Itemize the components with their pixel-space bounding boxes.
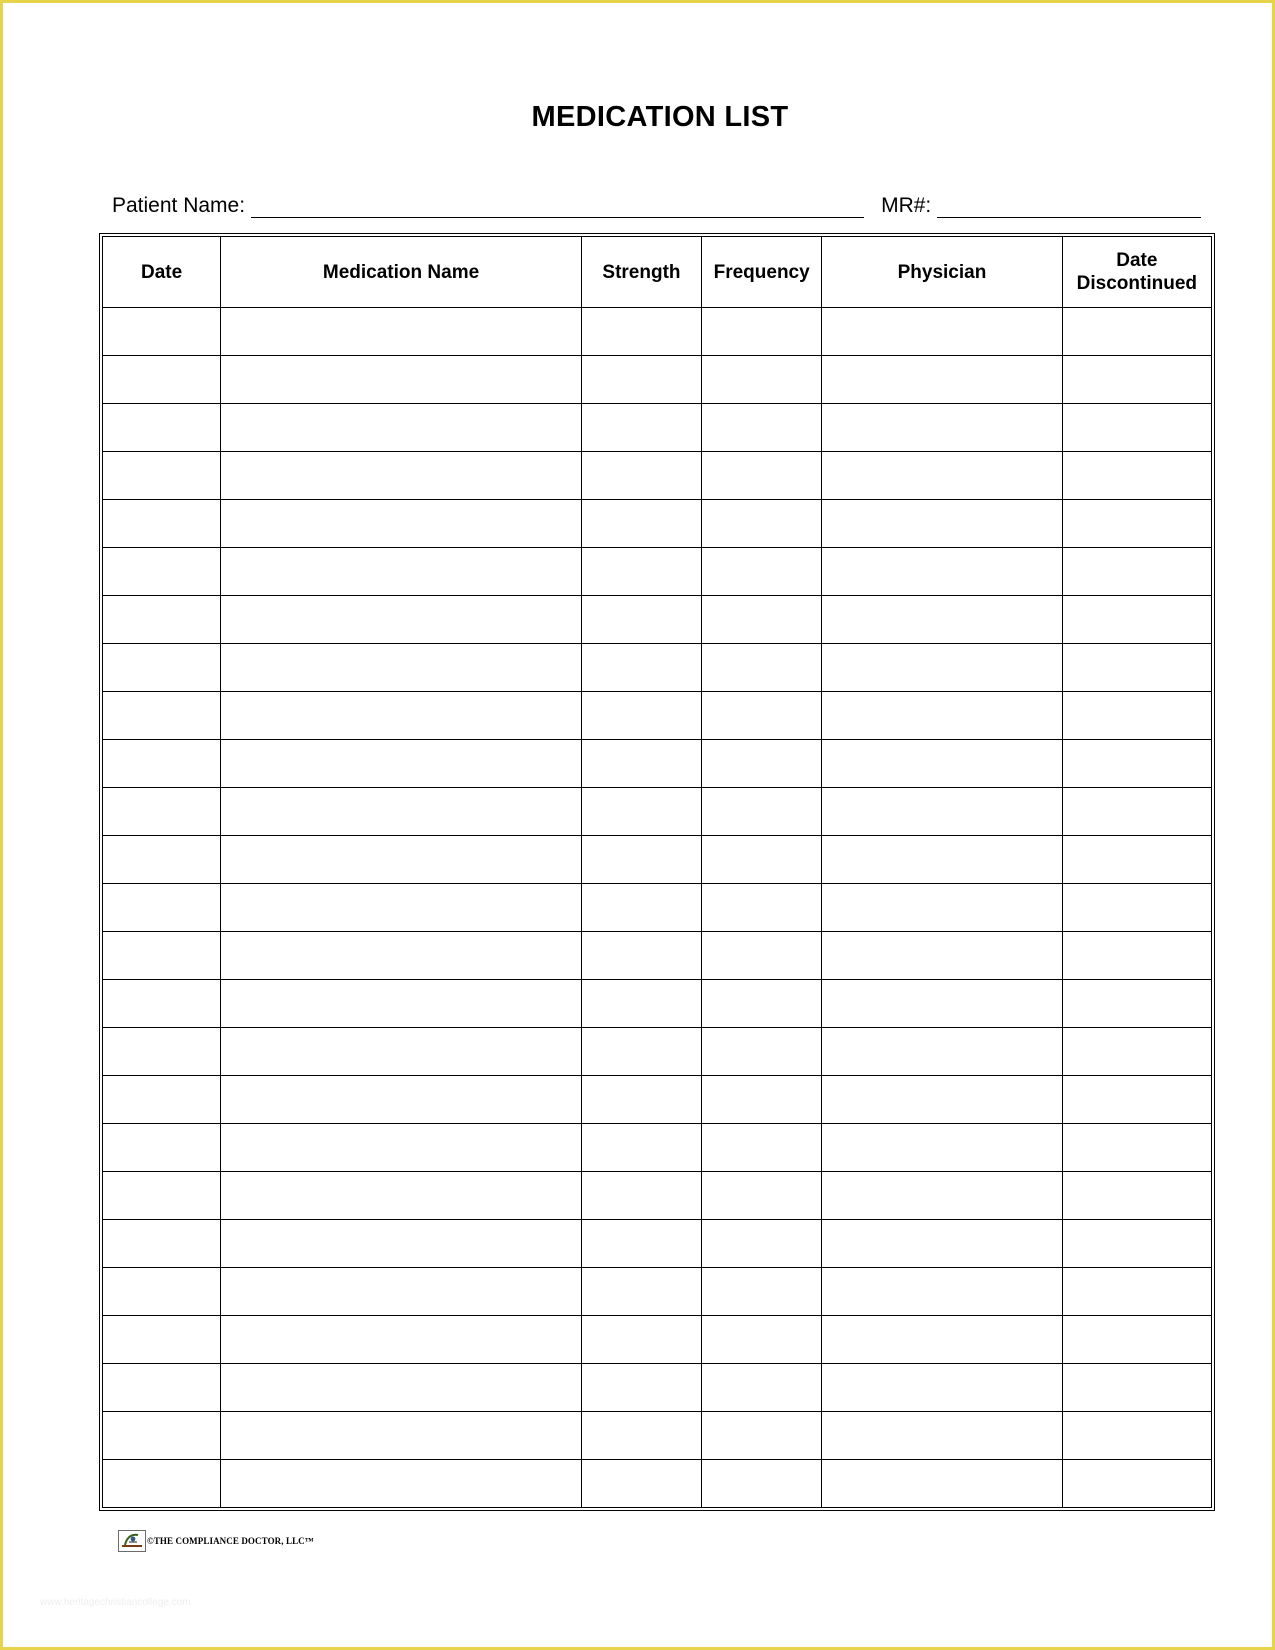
- table-cell[interactable]: [581, 356, 701, 404]
- column-header-physician: Physician: [822, 237, 1062, 308]
- table-cell[interactable]: [221, 884, 582, 932]
- table-cell[interactable]: [221, 596, 582, 644]
- table-cell[interactable]: [581, 1124, 701, 1172]
- table-cell[interactable]: [581, 1460, 701, 1508]
- table-cell[interactable]: [1062, 1124, 1211, 1172]
- table-row: [103, 308, 1212, 356]
- table-cell[interactable]: [702, 836, 822, 884]
- table-cell[interactable]: [702, 1076, 822, 1124]
- table-cell[interactable]: [702, 692, 822, 740]
- table-cell[interactable]: [1062, 980, 1211, 1028]
- table-cell[interactable]: [581, 788, 701, 836]
- table-row: [103, 644, 1212, 692]
- table-cell[interactable]: [221, 1268, 582, 1316]
- table-cell[interactable]: [103, 452, 221, 500]
- table-cell[interactable]: [103, 836, 221, 884]
- table-cell[interactable]: [103, 1316, 221, 1364]
- table-cell[interactable]: [1062, 308, 1211, 356]
- table-cell[interactable]: [702, 1124, 822, 1172]
- table-cell[interactable]: [822, 1316, 1062, 1364]
- table-cell[interactable]: [221, 500, 582, 548]
- table-cell[interactable]: [822, 1220, 1062, 1268]
- table-cell[interactable]: [221, 1172, 582, 1220]
- table-cell[interactable]: [103, 644, 221, 692]
- table-cell[interactable]: [103, 884, 221, 932]
- table-cell[interactable]: [702, 740, 822, 788]
- table-cell[interactable]: [822, 1076, 1062, 1124]
- mr-number-label: MR#:: [881, 194, 932, 217]
- table-cell[interactable]: [581, 452, 701, 500]
- patient-info-line: [112, 194, 1201, 218]
- table-cell[interactable]: [822, 1268, 1062, 1316]
- table-cell[interactable]: [581, 500, 701, 548]
- table-row: [103, 356, 1212, 404]
- table-row: [103, 1220, 1212, 1268]
- table-cell[interactable]: [103, 308, 221, 356]
- table-cell[interactable]: [822, 788, 1062, 836]
- table-cell[interactable]: [581, 692, 701, 740]
- table-row: [103, 1124, 1212, 1172]
- table-cell[interactable]: [822, 308, 1062, 356]
- table-cell[interactable]: [822, 548, 1062, 596]
- table-cell[interactable]: [103, 788, 221, 836]
- table-cell[interactable]: [103, 500, 221, 548]
- table-cell[interactable]: [581, 740, 701, 788]
- table-cell[interactable]: [221, 1412, 582, 1460]
- table-cell[interactable]: [702, 1316, 822, 1364]
- table-cell[interactable]: [702, 932, 822, 980]
- table-cell[interactable]: [221, 1028, 582, 1076]
- table-cell[interactable]: [822, 596, 1062, 644]
- table-cell[interactable]: [103, 740, 221, 788]
- column-header-date-discontinued: Date Discontinued: [1062, 237, 1211, 308]
- table-row: [103, 1364, 1212, 1412]
- table-cell[interactable]: [702, 356, 822, 404]
- table-cell[interactable]: [822, 692, 1062, 740]
- table-cell[interactable]: [702, 1412, 822, 1460]
- table-cell[interactable]: [581, 836, 701, 884]
- table-cell[interactable]: [581, 548, 701, 596]
- table-cell[interactable]: [103, 548, 221, 596]
- table-cell[interactable]: [581, 1076, 701, 1124]
- table-cell[interactable]: [581, 1172, 701, 1220]
- table-cell[interactable]: [221, 980, 582, 1028]
- table-cell[interactable]: [221, 1076, 582, 1124]
- table-cell[interactable]: [221, 644, 582, 692]
- document-title: MEDICATION LIST: [531, 101, 789, 133]
- table-cell[interactable]: [103, 1268, 221, 1316]
- table-cell[interactable]: [103, 1460, 221, 1508]
- table-cell[interactable]: [103, 596, 221, 644]
- table-cell[interactable]: [221, 740, 582, 788]
- table-cell[interactable]: [103, 356, 221, 404]
- table-cell[interactable]: [221, 1316, 582, 1364]
- table-cell[interactable]: [581, 884, 701, 932]
- table-row: [103, 1268, 1212, 1316]
- table-cell[interactable]: [822, 1172, 1062, 1220]
- table-row: [103, 404, 1212, 452]
- table-body: [103, 308, 1212, 1508]
- mr-number-field[interactable]: [937, 199, 1201, 218]
- table-cell[interactable]: [581, 932, 701, 980]
- table-row: [103, 788, 1212, 836]
- patient-name-field[interactable]: [251, 199, 864, 218]
- table-cell[interactable]: [1062, 1172, 1211, 1220]
- table-cell[interactable]: [1062, 740, 1211, 788]
- table-cell[interactable]: [221, 1220, 582, 1268]
- table-cell[interactable]: [581, 1268, 701, 1316]
- table-cell[interactable]: [822, 1364, 1062, 1412]
- table-cell[interactable]: [581, 980, 701, 1028]
- table-cell[interactable]: [103, 692, 221, 740]
- table-row: [103, 884, 1212, 932]
- table-cell[interactable]: [702, 452, 822, 500]
- table-cell[interactable]: [103, 1124, 221, 1172]
- table-cell[interactable]: [581, 644, 701, 692]
- table-cell[interactable]: [822, 500, 1062, 548]
- table-cell[interactable]: [702, 1268, 822, 1316]
- table-cell[interactable]: [822, 1028, 1062, 1076]
- table-cell[interactable]: [1062, 356, 1211, 404]
- table-cell[interactable]: [702, 1460, 822, 1508]
- table-cell[interactable]: [822, 740, 1062, 788]
- footer: [118, 1530, 314, 1552]
- table-cell[interactable]: [221, 788, 582, 836]
- table-cell[interactable]: [221, 1460, 582, 1508]
- table-row: [103, 740, 1212, 788]
- table-cell[interactable]: [702, 1172, 822, 1220]
- table-row: [103, 500, 1212, 548]
- table-row: [103, 932, 1212, 980]
- table-cell[interactable]: [103, 1172, 221, 1220]
- medication-table: [102, 236, 1212, 1508]
- table-cell[interactable]: [702, 884, 822, 932]
- table-cell[interactable]: [702, 596, 822, 644]
- table-row: [103, 1076, 1212, 1124]
- table-cell[interactable]: [581, 596, 701, 644]
- table-cell[interactable]: [822, 644, 1062, 692]
- table-cell[interactable]: [1062, 452, 1211, 500]
- table-cell[interactable]: [702, 1028, 822, 1076]
- table-cell[interactable]: [1062, 404, 1211, 452]
- medication-table-frame: [99, 233, 1215, 1511]
- table-cell[interactable]: [1062, 788, 1211, 836]
- compliance-doctor-logo-icon: [118, 1530, 146, 1552]
- table-cell[interactable]: [1062, 1268, 1211, 1316]
- table-cell[interactable]: [103, 1028, 221, 1076]
- table-row: [103, 1316, 1212, 1364]
- table-cell[interactable]: [1062, 596, 1211, 644]
- column-header-medication-name: Medication Name: [221, 237, 582, 308]
- table-cell[interactable]: [702, 788, 822, 836]
- table-cell[interactable]: [103, 980, 221, 1028]
- table-cell[interactable]: [1062, 1460, 1211, 1508]
- table-cell[interactable]: [1062, 1364, 1211, 1412]
- table-cell[interactable]: [103, 1076, 221, 1124]
- table-cell[interactable]: [822, 932, 1062, 980]
- table-cell[interactable]: [1062, 1028, 1211, 1076]
- copyright-text: ©THE COMPLIANCE DOCTOR, LLC™: [147, 1536, 314, 1546]
- table-cell[interactable]: [1062, 1076, 1211, 1124]
- watermark-text: www.heritagechristiancollege.com: [40, 1597, 191, 1608]
- table-cell[interactable]: [581, 1364, 701, 1412]
- table-cell[interactable]: [221, 308, 582, 356]
- table-row: [103, 1460, 1212, 1508]
- table-cell[interactable]: [103, 1220, 221, 1268]
- table-row: [103, 452, 1212, 500]
- table-cell[interactable]: [221, 836, 582, 884]
- table-cell[interactable]: [702, 308, 822, 356]
- table-cell[interactable]: [702, 404, 822, 452]
- table-cell[interactable]: [581, 1412, 701, 1460]
- table-cell[interactable]: [1062, 1220, 1211, 1268]
- table-row: [103, 1028, 1212, 1076]
- table-row: [103, 836, 1212, 884]
- table-cell[interactable]: [581, 404, 701, 452]
- table-cell[interactable]: [221, 932, 582, 980]
- table-cell[interactable]: [822, 452, 1062, 500]
- table-cell[interactable]: [822, 884, 1062, 932]
- table-cell[interactable]: [581, 1220, 701, 1268]
- table-row: [103, 596, 1212, 644]
- table-cell[interactable]: [702, 980, 822, 1028]
- table-cell[interactable]: [702, 500, 822, 548]
- table-cell[interactable]: [103, 404, 221, 452]
- table-cell[interactable]: [221, 1364, 582, 1412]
- table-cell[interactable]: [581, 1316, 701, 1364]
- table-row: [103, 980, 1212, 1028]
- table-cell[interactable]: [822, 836, 1062, 884]
- table-row: [103, 548, 1212, 596]
- table-cell[interactable]: [1062, 932, 1211, 980]
- table-cell[interactable]: [1062, 1316, 1211, 1364]
- table-cell[interactable]: [221, 356, 582, 404]
- table-cell[interactable]: [1062, 884, 1211, 932]
- table-cell[interactable]: [822, 1412, 1062, 1460]
- table-cell[interactable]: [221, 452, 582, 500]
- table-row: [103, 1172, 1212, 1220]
- table-cell[interactable]: [702, 548, 822, 596]
- table-row: [103, 692, 1212, 740]
- table-cell[interactable]: [822, 1460, 1062, 1508]
- table-cell[interactable]: [822, 404, 1062, 452]
- table-header-row: [103, 237, 1212, 308]
- patient-name-label: Patient Name:: [112, 194, 246, 217]
- table-cell[interactable]: [103, 932, 221, 980]
- table-cell[interactable]: [221, 1124, 582, 1172]
- table-cell[interactable]: [1062, 548, 1211, 596]
- table-cell[interactable]: [702, 1220, 822, 1268]
- table-cell[interactable]: [103, 1412, 221, 1460]
- table-cell[interactable]: [1062, 1412, 1211, 1460]
- column-header-strength: Strength: [581, 237, 701, 308]
- table-row: [103, 1412, 1212, 1460]
- column-header-frequency: Frequency: [702, 237, 822, 308]
- table-cell[interactable]: [1062, 500, 1211, 548]
- table-cell[interactable]: [221, 548, 582, 596]
- table-cell[interactable]: [581, 308, 701, 356]
- table-cell[interactable]: [1062, 644, 1211, 692]
- table-cell[interactable]: [1062, 692, 1211, 740]
- table-cell[interactable]: [221, 692, 582, 740]
- table-cell[interactable]: [702, 1364, 822, 1412]
- table-cell[interactable]: [581, 1028, 701, 1076]
- table-cell[interactable]: [822, 356, 1062, 404]
- column-header-date: Date: [103, 237, 221, 308]
- table-cell[interactable]: [103, 1364, 221, 1412]
- table-cell[interactable]: [1062, 836, 1211, 884]
- table-cell[interactable]: [822, 980, 1062, 1028]
- table-cell[interactable]: [221, 404, 582, 452]
- table-cell[interactable]: [702, 644, 822, 692]
- table-cell[interactable]: [822, 1124, 1062, 1172]
